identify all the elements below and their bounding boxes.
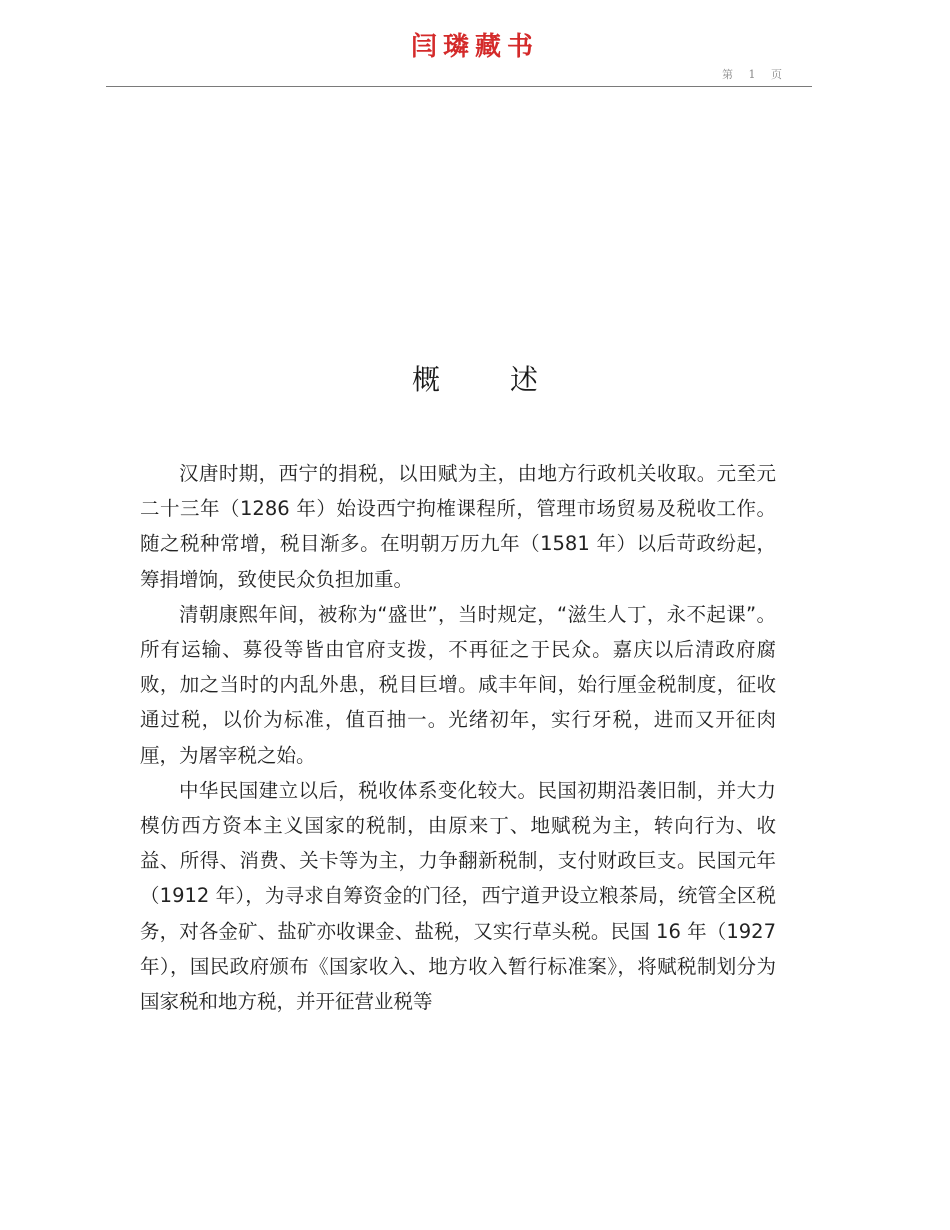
header-divider bbox=[106, 86, 812, 87]
paragraph-2: 清朝康熙年间，被称为“盛世”，当时规定，“滋生人丁，永不起课”。所有运输、募役等皆由官府支拨，不再征之于民众。嘉庆以后清政府腐败，加之当时的内乱外患，税目巨增。咸丰年间，始行厘金税制度，征收通过税，以价为标准，值百抽一。光绪初年，实行牙税，进而又开征肉厘，为屠宰税之始。 bbox=[140, 602, 776, 767]
collection-seal-title: 闫璘藏书 bbox=[410, 32, 539, 62]
body-text bbox=[140, 456, 776, 1019]
chapter-title-char-1: 概 bbox=[411, 363, 440, 396]
chapter-title-char-2: 述 bbox=[510, 363, 539, 396]
paragraph-3: 中华民国建立以后，税收体系变化较大。民国初期沿袭旧制，并大力模仿西方资本主义国家的税制，由原来丁、地赋税为主，转向行为、收益、所得、消费、关卡等为主，力争翻新税制，支付财政巨支。民国元年（1912 年），为寻求自筹资金的门径，西宁道尹设立粮茶局，统管全区税务，对各金矿、盐矿亦收课金、盐税，又实行草头税。民国 16 年（1927 年），国民政府颁布《国家收入、地方收入暂行标准案》，将赋税制划分为国家税和地方税，并开征营业税等 bbox=[140, 778, 776, 1014]
paragraph-1: 汉唐时期，西宁的捐税，以田赋为主，由地方行政机关收取。元至元二十三年（1286 年）始设西宁拘榷课程所，管理市场贸易及税收工作。随之税种常增，税目渐多。在明朝万历九年（1581 年）以后苛政纷起，筹捐增饷，致使民众负担加重。 bbox=[140, 462, 776, 591]
page-number: 第 1 页 bbox=[722, 68, 788, 81]
chapter-title bbox=[0, 358, 950, 398]
